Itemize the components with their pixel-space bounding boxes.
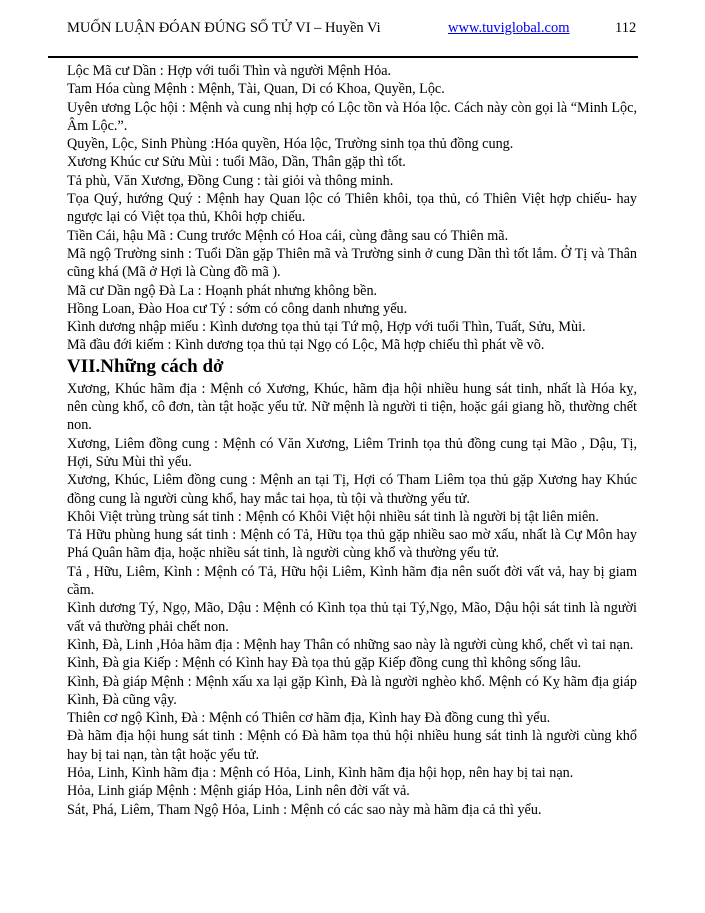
- paragraph: Tả Hữu phùng hung sát tinh : Mệnh có Tả, Hữu tọa thủ gặp nhiều sao mờ xấu, nhất là Cự Môn hay Phá Quân hãm địa, hoặc nhiều sát tinh, là người cùng khổ và thường yểu tử.: [67, 527, 637, 562]
- paragraph: Sát, Phá, Liêm, Tham Ngộ Hỏa, Linh : Mệnh có các sao này mà hãm địa cả thì yểu.: [67, 801, 542, 818]
- paragraph: Quyền, Lộc, Sinh Phùng :Hóa quyền, Hóa lộc, Trường sinh tọa thủ đồng cung.: [67, 136, 514, 153]
- section-continuation-good-cases: [67, 62, 637, 355]
- paragraph: Uyên ương Lộc hội : Mệnh và cung nhị hợp có Lộc tồn và Hóa lộc. Cách này còn gọi là “Minh Lộc, Âm Lộc.”.: [67, 99, 637, 134]
- section-vii-heading: VII.Những cách dở: [67, 355, 224, 377]
- document-title: MUỐN LUẬN ĐÓAN ĐÚNG SỐ TỬ VI – Huyền Vi: [67, 20, 381, 36]
- paragraph: Kình, Đà gia Kiếp : Mệnh có Kình hay Đà tọa thủ gặp Kiếp đồng cung thì không sống lâu.: [67, 655, 582, 672]
- paragraph: Xương, Khúc, Liêm đồng cung : Mệnh an tại Tị, Hợi có Tham Liêm tọa thủ gặp Xương hay Khúc đồng cung là người cùng khổ, hay mắc tai họa, tù tội và thường yểu tử.: [67, 472, 637, 507]
- paragraph: Hồng Loan, Đào Hoa cư Tý : sớm có công danh nhưng yểu.: [67, 300, 408, 317]
- paragraph: Khôi Việt trùng trùng sát tinh : Mệnh có Khôi Việt hội nhiều sát tinh là người bị tật liên miên.: [67, 508, 599, 525]
- page-number: 112: [615, 20, 637, 36]
- paragraph: Hỏa, Linh, Kình hãm địa : Mệnh có Hỏa, Linh, Kình hãm địa hội họp, nên hay bị tai nạn.: [67, 764, 574, 781]
- paragraph: Kình, Đà giáp Mệnh : Mệnh xấu xa lại gặp Kình, Đà là người nghèo khổ. Mệnh có Kỵ hãm địa giáp Kình, Đà cũng vậy.: [67, 673, 637, 708]
- paragraph: Tả phù, Văn Xương, Đồng Cung : tài giỏi và thông minh.: [67, 172, 394, 189]
- paragraph: Tiền Cái, hậu Mã : Cung trước Mệnh có Hoa cái, cùng đằng sau có Thiên mã.: [67, 227, 509, 244]
- page-content: [67, 62, 637, 819]
- section-vii-bad-cases: [67, 380, 637, 819]
- paragraph: Hỏa, Linh giáp Mệnh : Mệnh giáp Hỏa, Linh nên đời vất vả.: [67, 783, 410, 800]
- paragraph: Lộc Mã cư Dần : Hợp với tuổi Thìn và người Mệnh Hỏa.: [67, 63, 392, 79]
- paragraph: Xương, Khúc hãm địa : Mệnh có Xương, Khúc, hãm địa hội nhiều hung sát tinh, nhất là Hóa kỵ, nên cùng khổ, cô đơn, tàn tật hoặc yểu tử. Nữ mệnh là người ti tiện, hoặc gái giang hồ, thường chết non.: [67, 380, 637, 434]
- paragraph: Mã cư Dần ngộ Đà La : Hoạnh phát nhưng không bền.: [67, 282, 378, 299]
- paragraph: Mã đầu đới kiếm : Kình dương tọa thủ tại Ngọ có Lộc, Mã hợp chiếu thì phát về võ.: [67, 337, 545, 354]
- paragraph: Mã ngộ Trường sinh : Tuổi Dần gặp Thiên mã và Trường sinh ở cung Dần thì tốt lắm. Ở Tị và Thân cũng khá (Mã ở Hợi là Cùng đồ mã ).: [67, 245, 637, 281]
- paragraph: Kình, Đà, Linh ,Hỏa hãm địa : Mệnh hay Thân có những sao này là người cùng khổ, chết vì tai nạn.: [67, 636, 634, 653]
- header-rule: [48, 56, 638, 58]
- paragraph: Xương, Liêm đồng cung : Mệnh có Văn Xương, Liêm Trinh tọa thủ đồng cung tại Mão , Dậu, Tị, Hợi, Sửu Mùi thì yểu.: [67, 435, 637, 470]
- paragraph: Xương Khúc cư Sửu Mùi : tuổi Mão, Dần, Thân gặp thì tốt.: [67, 154, 406, 171]
- paragraph: Tả , Hữu, Liêm, Kình : Mệnh có Tả, Hữu hội Liêm, Kình hãm địa nên suốt đời vất vả, hay bị giam cầm.: [67, 563, 637, 599]
- paragraph: Tam Hóa cùng Mệnh : Mệnh, Tài, Quan, Di có Khoa, Quyền, Lộc.: [67, 81, 445, 98]
- website-link[interactable]: www.tuviglobal.com: [448, 20, 570, 36]
- paragraph: Kình dương Tý, Ngọ, Mão, Dậu : Mệnh có Kình tọa thủ tại Tý,Ngọ, Mão, Dậu hội sát tinh là người vất vả thường phải chết non.: [67, 600, 637, 635]
- paragraph: Kình dương nhập miếu : Kình dương tọa thủ tại Tứ mộ, Hợp với tuổi Thìn, Tuất, Sửu, Mùi.: [67, 319, 586, 336]
- paragraph: Thiên cơ ngộ Kình, Đà : Mệnh có Thiên cơ hãm địa, Kình hay Đà đồng cung thì yểu.: [67, 710, 551, 727]
- paragraph: Đà hãm địa hội hung sát tinh : Mệnh có Đà hãm tọa thủ hội nhiều hung sát tinh là người cùng khổ hay bị tai nạn, tàn tật hoặc yểu tử.: [67, 728, 637, 763]
- paragraph: Tọa Quý, hướng Quý : Mệnh hay Quan lộc có Thiên khôi, tọa thủ, có Thiên Việt hợp chiếu- hay ngược lại có Việt tọa thủ, Khôi hợp chiếu.: [67, 191, 637, 226]
